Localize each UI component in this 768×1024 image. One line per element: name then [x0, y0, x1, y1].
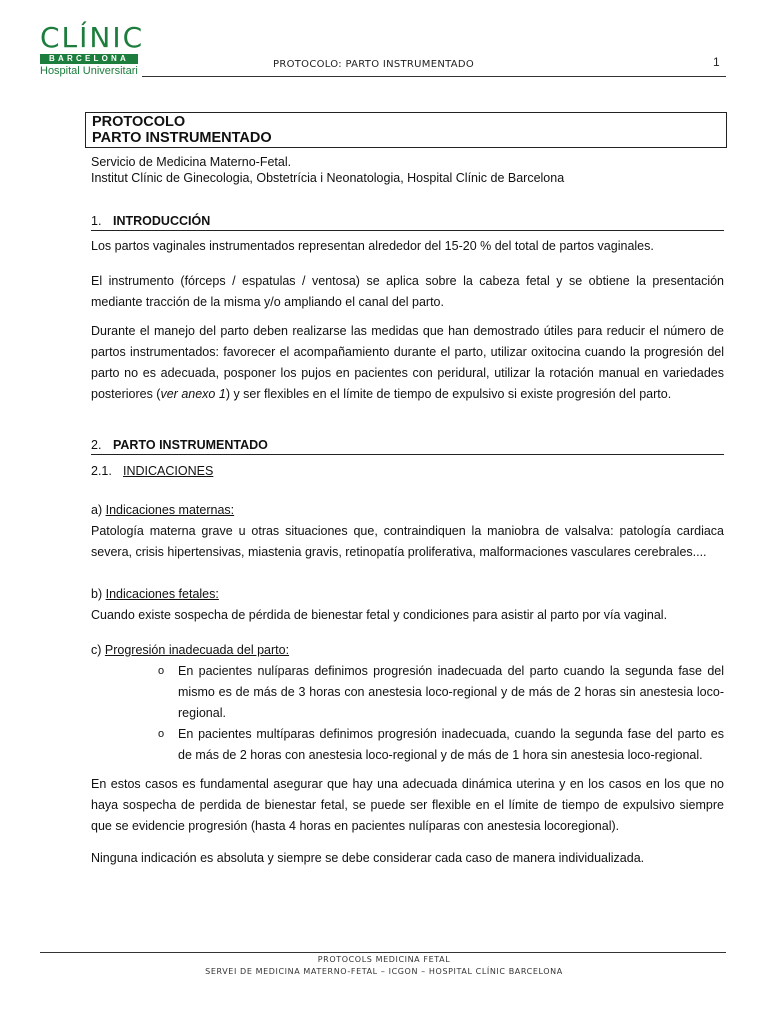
document-body	[91, 154, 724, 869]
bullet-circle-icon: o	[158, 665, 165, 677]
intro-paragraph-1: Los partos vaginales instrumentados representan alrededor del 15-20 % del total de partos vaginales.	[91, 239, 654, 253]
fetal-indications-text: Cuando existe sospecha de pérdida de bienestar fetal y condiciones para asistir al parto por vía vaginal.	[91, 608, 668, 622]
intro-paragraph-2: El instrumento (fórceps / espatulas / ventosa) se aplica sobre la cabeza fetal y se obtiene la presentación mediante tracción de la misma y/o ampliando el canal del parto.	[91, 274, 724, 309]
footer-line-2: SERVEI DE MEDICINA MATERNO-FETAL – ICGON – HOSPITAL CLÍNIC BARCELONA	[205, 967, 563, 976]
bullet-marker	[91, 661, 178, 724]
maternal-indications-text: Patología materna grave u otras situaciones que, contraindiquen la maniobra de valsalva: patología cardiaca severa, crisis hipertensivas, miastenia gravis, retinopatía proliferativa, malformaciones vasculares cerebrales....	[91, 524, 724, 559]
intro-paragraph-3	[91, 321, 724, 405]
item-title: Indicaciones maternas:	[105, 503, 235, 517]
running-header: PROTOCOLO: PARTO INSTRUMENTADO	[273, 59, 475, 70]
bullet-circle-icon: o	[158, 728, 165, 740]
hospital-logo	[40, 21, 145, 78]
bullet-marker	[91, 724, 178, 766]
section-title: PARTO INSTRUMENTADO	[113, 438, 268, 452]
footer-line-1: PROTOCOLS MEDICINA FETAL	[317, 955, 451, 964]
annex-reference: ver anexo 1	[160, 387, 226, 401]
section-title: INTRODUCCIÓN	[113, 214, 211, 228]
header-divider	[142, 76, 726, 77]
item-prefix: b)	[91, 587, 106, 601]
affiliation-line-1: Servicio de Medicina Materno-Fetal.	[91, 155, 292, 169]
list-item	[91, 724, 724, 766]
logo-bar: BARCELONA	[40, 54, 138, 64]
subsection-heading-indicaciones	[91, 461, 724, 482]
inadequate-progression-heading	[91, 640, 724, 661]
paragraph-text: Durante el manejo del parto deben realizarse las medidas que han demostrado útiles para reducir el número de partos instrumentados: favorecer el acompañamiento durante el parto, utilizar oxitocina cuando la progresión del parto no es adecuada, posponer los pujos en pacientes con peridural, utilizar la rotación manual en variedades posteriores (	[91, 324, 724, 401]
title-line-2: PARTO INSTRUMENTADO	[92, 130, 272, 146]
paragraph-text: ) y ser flexibles en el límite de tiempo de expulsivo si existe progresión del parto.	[225, 387, 672, 401]
subsection-number: 2.1.	[91, 464, 112, 478]
section-heading-introduccion	[91, 212, 724, 231]
item-prefix: c)	[91, 643, 105, 657]
item-title: Progresión inadecuada del parto:	[104, 643, 290, 657]
section-number: 1.	[91, 214, 102, 228]
section-number: 2.	[91, 438, 102, 452]
list-item-text: En pacientes multíparas definimos progresión inadecuada, cuando la segunda fase del parto es de más de 2 horas con anestesia loco-regional y de más de 1 hora sin anestesia loco-regional.	[178, 727, 724, 762]
maternal-indications-heading	[91, 500, 724, 521]
fetal-indications-heading	[91, 584, 724, 605]
item-title: Indicaciones fetales:	[105, 587, 219, 601]
item-prefix: a)	[91, 503, 106, 517]
list-item-text: En pacientes nulíparas definimos progresión inadecuada del parto cuando la segunda fase del mismo es de más de 3 horas con anestesia loco-regional y de más de 2 horas sin anestesia loco-regional.	[178, 664, 724, 720]
page-number: 1	[713, 55, 720, 69]
title-line-1: PROTOCOLO	[92, 114, 186, 130]
footer-divider	[40, 952, 726, 953]
list-item	[91, 661, 724, 724]
subsection-title: INDICACIONES	[123, 464, 214, 478]
logo-subtitle: Hospital Universitari	[40, 65, 138, 77]
affiliation-line-2: Institut Clínic de Ginecologia, Obstetrícia i Neonatologia, Hospital Clínic de Barcelona	[91, 171, 565, 185]
affiliation	[91, 154, 724, 186]
final-paragraph: Ninguna indicación es absoluta y siempre se debe considerar cada caso de manera individualizada.	[91, 851, 645, 865]
flexibility-paragraph: En estos casos es fundamental asegurar que hay una adecuada dinámica uterina y en los casos en los que no haya sospecha de perdida de bienestar fetal, se puede ser flexible en el límite de tiempo de expulsivo siempre que se evidencie progresión (hasta 4 horas en pacientes nulíparas con anestesia locoregional).	[91, 777, 724, 833]
document-title-box	[85, 112, 727, 148]
section-heading-parto-instrumentado	[91, 436, 724, 455]
logo-wordmark: CLÍNIC	[40, 21, 145, 54]
